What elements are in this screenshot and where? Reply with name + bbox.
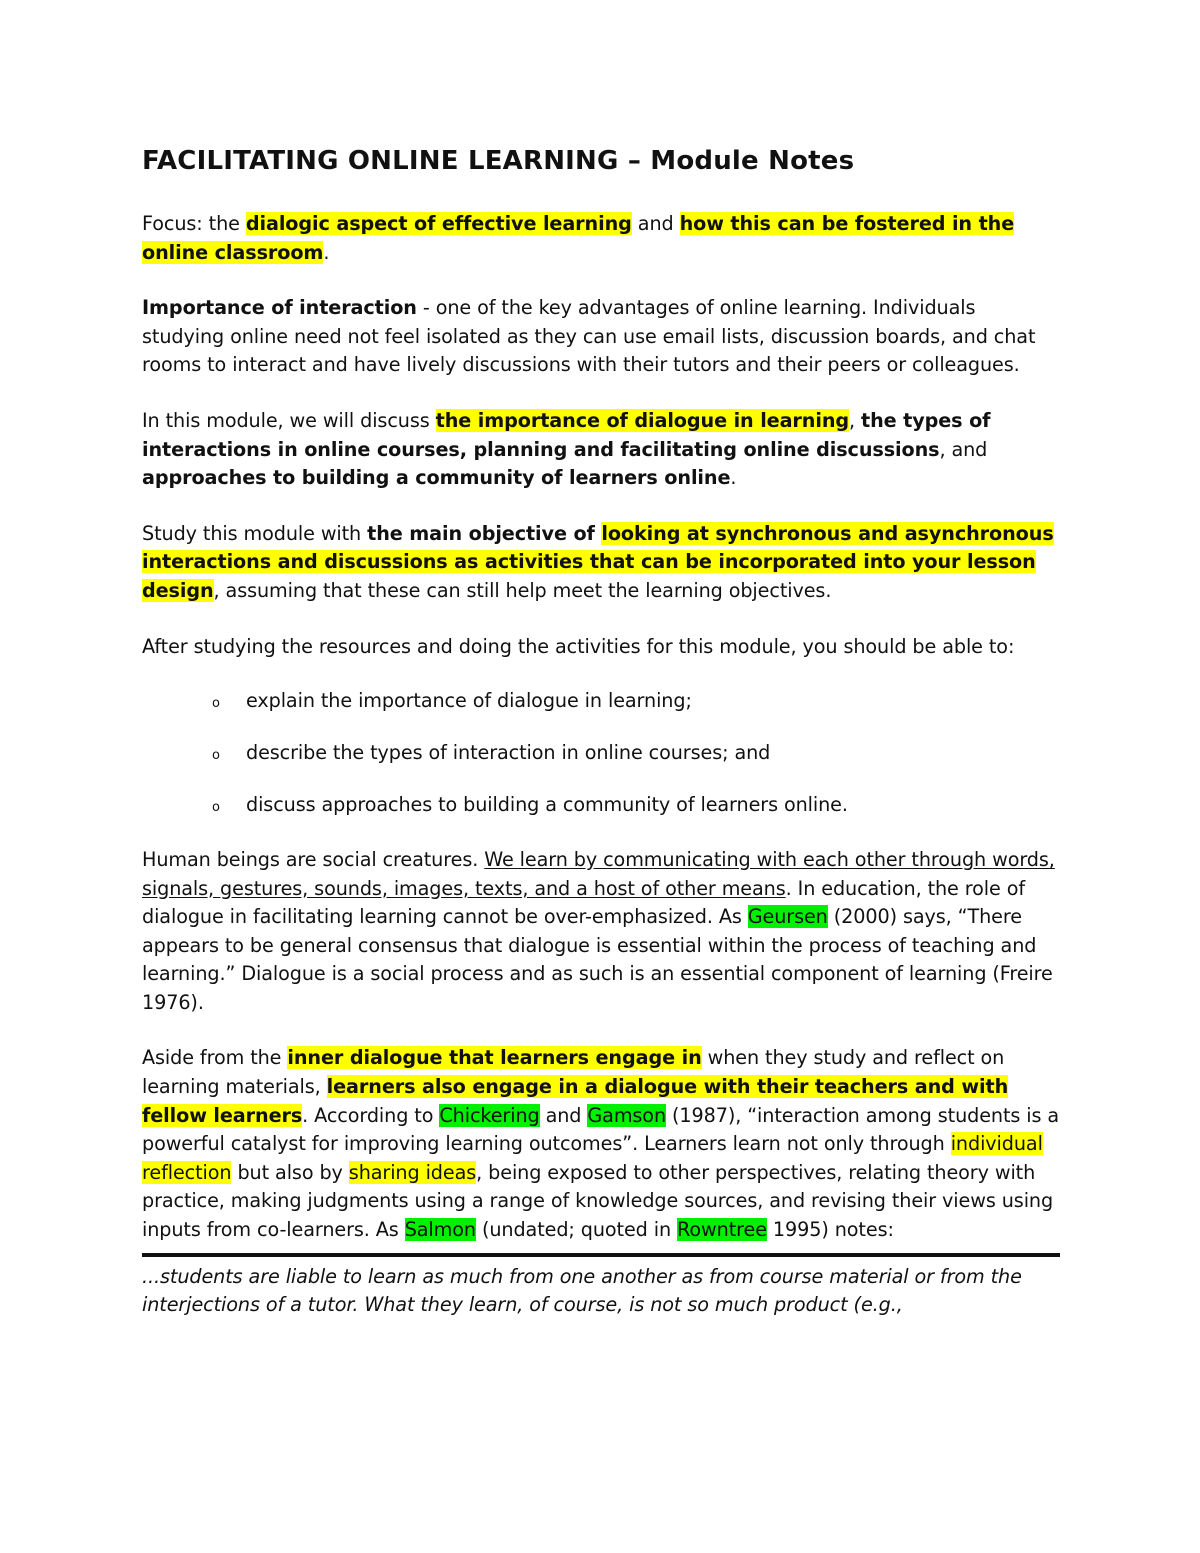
highlight-focus-2: how this can be fostered in the online classroom [142,212,1015,264]
quote-divider [142,1253,1060,1257]
document-body [142,143,1060,1320]
highlight-focus-1: dialogic aspect of effective learning [245,212,632,235]
citation-highlight: Geursen [747,905,828,929]
citation-highlight: Gamson [587,1103,667,1127]
highlight-module: the importance of dialogue in learning [435,408,850,432]
bullet-icon: o [212,696,220,712]
study-bold: the main objective of [367,521,602,545]
list-item: o describe the types of interaction in online courses; and [142,739,1060,768]
highlight-study: looking at synchronous and asynchronous interactions and discussions as activities that can be incorporated into your lesson design [142,521,1054,602]
aside-paragraph: Aside from the inner dialogue that learners engage in when they study and reflect on learning materials, learners also engage in a dialogue with their teachers and with fellow learners. According to Chickering and Gamson (1987), “interaction among students is a powerful catalyst for improving learning outcomes”. Learners learn not only through individual reflection but also by sharing ideas, being exposed to other perspectives, relating theory with practice, making judgments using a range of knowledge sources, and revising their views using inputs from co-learners. As Salmon (undated; quoted in Rowntree 1995) notes: [142,1046,1060,1242]
highlight-aside-1: inner dialogue that learners engage in [287,1046,702,1070]
title-suffix: – Module Notes [618,146,855,176]
bullet-icon: o [212,748,220,764]
module-bold-2: approaches to building a community of learners online [142,466,731,490]
list-item: o explain the importance of dialogue in learning; [142,687,1060,716]
citation-highlight: Salmon [404,1218,476,1242]
bullet-icon: o [212,800,220,816]
importance-paragraph: Importance of interaction - one of the key advantages of online learning. Individuals studying online need not feel isolated as they can use email lists, discussion boards, and chat rooms to interact and have lively discussions with their tutors and their peers or colleagues. [142,296,1036,377]
underlined-text: We learn by communicating with each other through words, signals, gestures, sounds, images, texts, and a host of other means [142,847,1055,900]
title-main: FACILITATING ONLINE LEARNING [142,146,619,176]
citation-highlight: Rowntree [677,1218,767,1242]
highlight-aside-3: individual reflection [142,1132,1043,1184]
focus-paragraph: Focus: the dialogic aspect of effective learning and how this can be fostered in the online classroom. [142,212,1015,264]
human-paragraph: Human beings are social creatures. We learn by communicating with each other through words, signals, gestures, sounds, images, texts, and a host of other means. In education, the role of dialogue in facilitating learning cannot be over-emphasized. As Geursen (2000) says, “There appears to be general consensus that dialogue is essential within the process of teaching and learning.” Dialogue is a social process and as such is an essential component of learning (Freire 1976). [142,847,1055,1014]
module-paragraph: In this module, we will discuss the importance of dialogue in learning, the types of interactions in online courses, planning and facilitating online discussions, and approaches to building a community of learners online. [142,408,991,490]
list-item: o discuss approaches to building a community of learners online. [142,791,1060,820]
after-paragraph: After studying the resources and doing the activities for this module, you should be able to: [142,634,1015,658]
importance-lead: Importance of interaction [142,296,417,320]
highlight-aside-2: learners also engage in a dialogue with their teachers and with fellow learners [142,1075,1009,1127]
module-bold-1: the types of interactions in online courses, planning and facilitating online discussions [142,408,991,461]
block-quote: ...students are liable to learn as much from one another as from course material or from the interjections of a tutor. What they learn, of course, is not so much product (e.g., [142,1264,1022,1317]
citation-highlight: Chickering [439,1103,540,1127]
objectives-list [142,687,1060,820]
study-paragraph: Study this module with the main objective of looking at synchronous and asynchronous interactions and discussions as activities that can be incorporated into your lesson design, assuming that these can still help meet the learning objectives. [142,521,1054,602]
highlight-aside-4: sharing ideas [348,1160,477,1184]
page-title [142,143,1060,179]
